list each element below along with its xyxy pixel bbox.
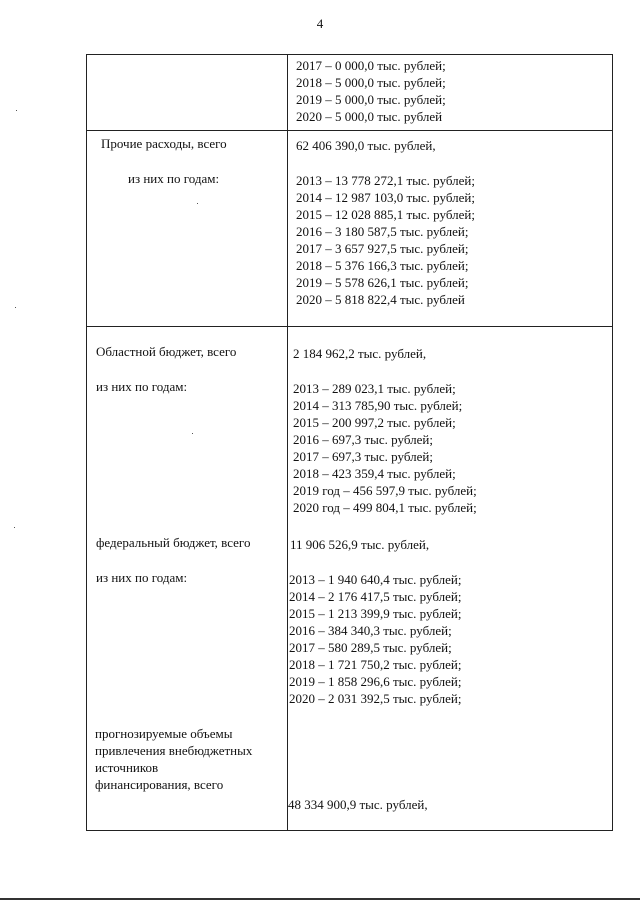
extrabudgetary-label-line: источников: [95, 760, 159, 775]
extrabudgetary-label: [95, 725, 252, 793]
other-expenses-total: 62 406 390,0 тыс. рублей,: [296, 138, 436, 153]
page-number: 4: [316, 16, 324, 31]
year-value: 2013 – 289 023,1 тыс. рублей;: [293, 381, 456, 396]
other-expenses-by-year-label: из них по годам:: [128, 171, 220, 186]
year-value: 2018 – 1 721 750,2 тыс. рублей;: [289, 657, 462, 672]
year-value: 2016 – 3 180 587,5 тыс. рублей;: [296, 224, 469, 239]
regional-budget-year-values: [293, 380, 477, 516]
year-value: 2019 – 1 858 296,6 тыс. рублей;: [289, 674, 462, 689]
year-value: 2018 – 5 000,0 тыс. рублей;: [296, 75, 446, 90]
year-value: 2015 – 200 997,2 тыс. рублей;: [293, 415, 456, 430]
year-value: 2013 – 13 778 272,1 тыс. рублей;: [296, 173, 475, 188]
regional-budget-total: 2 184 962,2 тыс. рублей,: [293, 346, 427, 361]
year-value: 2019 год – 456 597,9 тыс. рублей;: [293, 483, 477, 498]
scan-speck: [14, 527, 15, 528]
table-row-divider: [86, 130, 612, 131]
year-value: 2017 – 580 289,5 тыс. рублей;: [289, 640, 452, 655]
table-column-divider: [287, 54, 288, 830]
year-value: 2015 – 1 213 399,9 тыс. рублей;: [289, 606, 462, 621]
regional-budget-label: Областной бюджет, всего: [96, 344, 237, 359]
year-value: 2020 – 5 818 822,4 тыс. рублей: [296, 292, 465, 307]
year-value: 2019 – 5 000,0 тыс. рублей;: [296, 92, 446, 107]
other-expenses-year-values: [296, 172, 475, 308]
extrabudgetary-label-line: финансирования, всего: [95, 777, 224, 792]
year-value: 2020 – 5 000,0 тыс. рублей: [296, 109, 443, 124]
year-value: 2016 – 697,3 тыс. рублей;: [293, 432, 433, 447]
scan-speck: [197, 203, 198, 204]
federal-budget-by-year-label: из них по годам:: [96, 570, 188, 585]
scan-speck: [15, 307, 16, 308]
year-value: 2018 – 423 359,4 тыс. рублей;: [293, 466, 456, 481]
year-value: 2016 – 384 340,3 тыс. рублей;: [289, 623, 452, 638]
scan-speck: [192, 433, 193, 434]
federal-budget-year-values: [289, 571, 461, 707]
year-value: 2015 – 12 028 885,1 тыс. рублей;: [296, 207, 475, 222]
year-value: 2018 – 5 376 166,3 тыс. рублей;: [296, 258, 469, 273]
year-value: 2020 – 2 031 392,5 тыс. рублей;: [289, 691, 462, 706]
table-row-divider: [86, 326, 612, 327]
year-value: 2017 – 3 657 927,5 тыс. рублей;: [296, 241, 469, 256]
other-expenses-label: Прочие расходы, всего: [101, 136, 227, 151]
federal-budget-total: 11 906 526,9 тыс. рублей,: [290, 537, 430, 552]
year-value: 2017 – 0 000,0 тыс. рублей;: [296, 58, 446, 73]
federal-budget-label: федеральный бюджет, всего: [96, 535, 251, 550]
row0-year-values: [296, 57, 446, 125]
year-value: 2017 – 697,3 тыс. рублей;: [293, 449, 433, 464]
regional-budget-by-year-label: из них по годам:: [96, 379, 188, 394]
extrabudgetary-total: 48 334 900,9 тыс. рублей,: [288, 797, 428, 812]
extrabudgetary-label-line: привлечения внебюджетных: [95, 743, 253, 758]
page-bottom-edge: [0, 898, 640, 900]
year-value: 2020 год – 499 804,1 тыс. рублей;: [293, 500, 477, 515]
extrabudgetary-label-line: прогнозируемые объемы: [95, 726, 233, 741]
scan-speck: [16, 110, 17, 111]
year-value: 2014 – 313 785,90 тыс. рублей;: [293, 398, 463, 413]
year-value: 2014 – 12 987 103,0 тыс. рублей;: [296, 190, 475, 205]
year-value: 2013 – 1 940 640,4 тыс. рублей;: [289, 572, 462, 587]
year-value: 2014 – 2 176 417,5 тыс. рублей;: [289, 589, 462, 604]
year-value: 2019 – 5 578 626,1 тыс. рублей;: [296, 275, 469, 290]
